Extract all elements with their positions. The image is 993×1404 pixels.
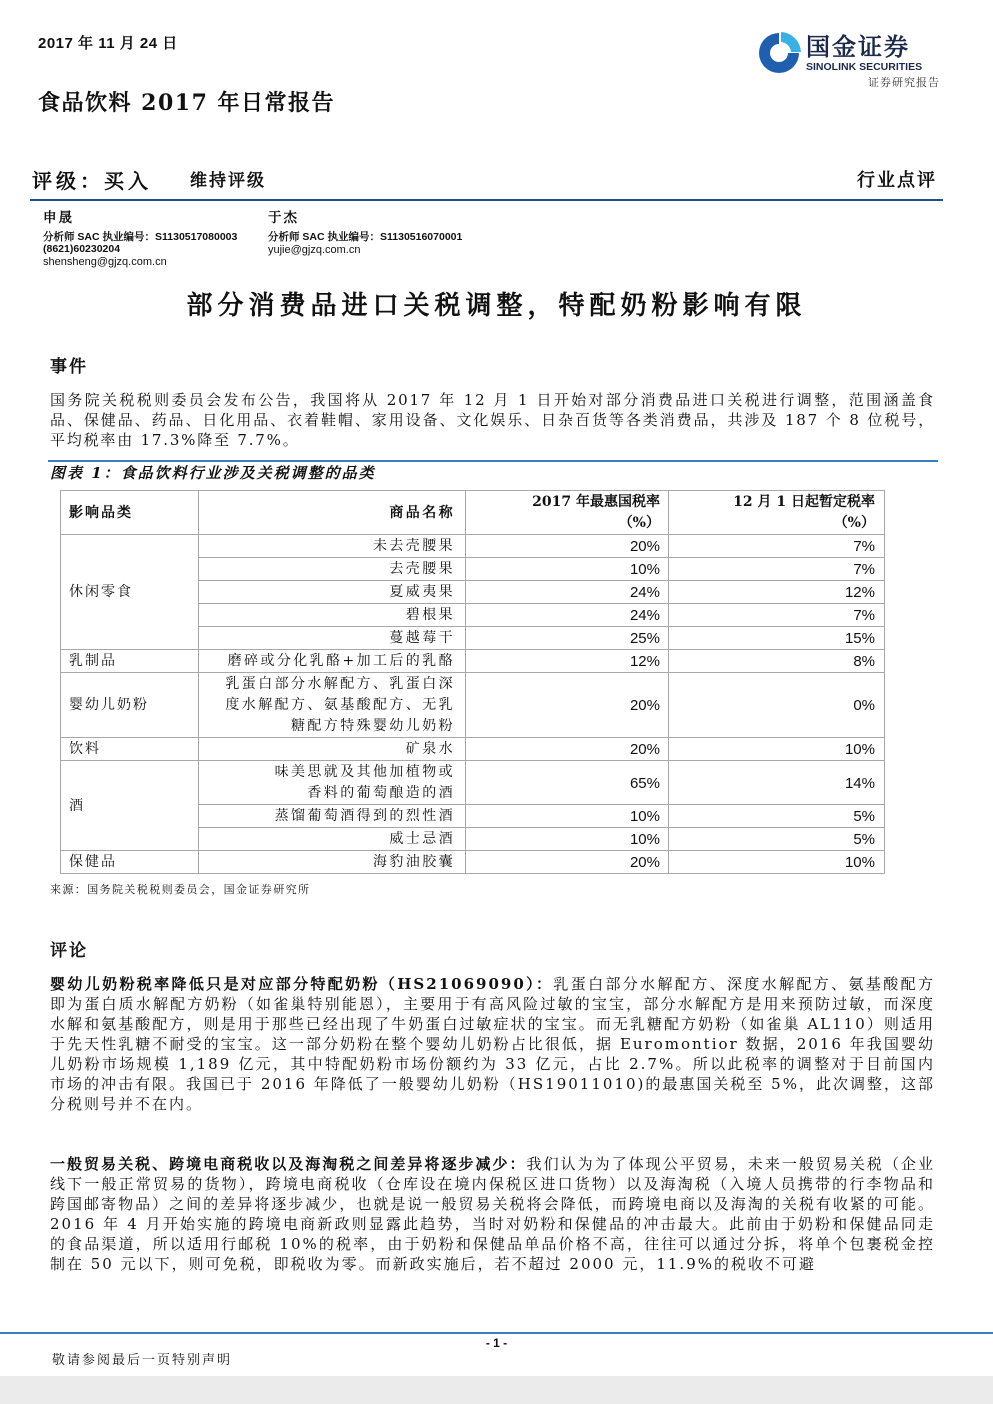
interim-rate-cell: 7% (669, 535, 885, 558)
footer-disclaimer: 敬请参阅最后一页特别声明 (52, 1353, 233, 1368)
sinolink-logo (756, 31, 946, 77)
table-header-row (61, 491, 885, 535)
interim-rate-cell: 10% (669, 738, 885, 761)
column-header-product: 商品名称 (199, 491, 466, 535)
analyst-card (268, 209, 462, 257)
mfn-rate-cell: 20% (466, 738, 669, 761)
table-row (61, 673, 885, 738)
mfn-rate-cell: 20% (466, 535, 669, 558)
column-header-label: 12 月 1 日起暂定税率 (733, 494, 875, 510)
report-category: 行业点评 (857, 170, 937, 191)
mfn-rate-cell: 12% (466, 650, 669, 673)
table-row (61, 851, 885, 874)
column-header-unit: （%） (618, 515, 660, 531)
mfn-rate-cell: 20% (466, 673, 669, 738)
product-cell: 乳蛋白部分水解配方、乳蛋白深 度水解配方、氨基酸配方、无乳 糖配方特殊婴幼儿奶粉 (199, 673, 466, 738)
figure-caption: 图表 1：食品饮料行业涉及关税调整的品类 (50, 464, 376, 482)
interim-rate-cell: 12% (669, 581, 885, 604)
analyst-name: 申晟 (43, 210, 74, 226)
category-cell: 休闲零食 (61, 535, 199, 650)
interim-rate-cell: 5% (669, 828, 885, 851)
interim-rate-cell: 7% (669, 558, 885, 581)
product-cell: 蒸馏葡萄酒得到的烈性酒 (199, 805, 466, 828)
category-cell: 保健品 (61, 851, 199, 874)
paragraph-body: 乳蛋白部分水解配方、深度水解配方、氨基酸配方即为蛋白质水解配方奶粉（如雀巢特别能恩），主要用于有高风险过敏的宝宝，部分水解配方是用来预防过敏，而深度水解和氨基酸配方，则是用于那些已经出现了牛奶蛋白过敏症状的宝宝。而无乳糖配方奶粉（如雀巢 AL110）则适用于先天性乳糖不耐受的宝宝。这一部分奶粉在整个婴幼儿奶粉占比很低，据 Euromontior 数据，2016 年我国婴幼儿奶粉市场规模 1,189 亿元，其中特配奶粉市场份额约为 33 亿元，占比 2.7%。所以此税率的调整对于目前国内市场的冲击有限。我国已于 2016 年降低了一般婴幼儿奶粉（HS19011010)的最惠国关税至 5%，此次调整，这部分税则号并不在内。 (50, 975, 935, 1113)
product-cell: 海豹油胶囊 (199, 851, 466, 874)
bottom-band (0, 1376, 993, 1404)
product-cell: 味美思就及其他加植物或 香料的葡萄酿造的酒 (199, 761, 466, 805)
tariff-table (60, 490, 885, 874)
analyst-sac-id: 分析师 SAC 执业编号：S1130516070001 (268, 231, 463, 243)
analyst-email: shensheng@gjzq.com.cn (43, 256, 167, 268)
header-divider (30, 199, 943, 201)
table-row (61, 535, 885, 558)
sinolink-logo-icon (756, 31, 802, 75)
category-cell: 婴幼儿奶粉 (61, 673, 199, 738)
interim-rate-cell: 8% (669, 650, 885, 673)
interim-rate-cell: 15% (669, 627, 885, 650)
interim-rate-cell: 5% (669, 805, 885, 828)
column-header-mfn-rate (466, 491, 669, 535)
column-header-label: 2017 年最惠国税率 (532, 494, 660, 510)
rating-status: 维持评级 (190, 171, 266, 191)
product-cell: 矿泉水 (199, 738, 466, 761)
rating-label: 评级：买入 (32, 169, 152, 193)
section-heading-comment: 评论 (50, 941, 88, 961)
table-row (61, 650, 885, 673)
table-row (61, 761, 885, 805)
report-type-label: 证券研究报告 (868, 76, 940, 89)
product-cell: 去壳腰果 (199, 558, 466, 581)
paragraph-body: 我们认为为了体现公平贸易，未来一般贸易关税（企业线下一般正常贸易的货物），跨境电商税收（仓库设在境内保税区进口货物）以及海淘税（入境人员携带的行李物品和跨国邮寄物品）之间的差异将逐步减少，也就是说一般贸易关税将会降低，而跨境电商以及海淘的关税有收紧的可能。2016 年 4 月开始实施的跨境电商新政则显露此趋势，当时对奶粉和保健品的冲击最大。此前由于奶粉和保健品同走的食品渠道，所以适用行邮税 10%的税率，由于奶粉和保健品单品价格不高，往往可以通过分拆，将单个包裹税金控制在 50 元以下，则可免税，即税收为零。而新政实施后，若不超过 2000 元，11.9%的税收不可避 (50, 1155, 935, 1273)
analyst-card (43, 209, 237, 269)
analyst-sac-id: 分析师 SAC 执业编号：S1130517080003 (43, 231, 238, 243)
interim-rate-cell: 7% (669, 604, 885, 627)
analyst-phone: (8621)60230204 (43, 243, 121, 255)
product-cell: 夏威夷果 (199, 581, 466, 604)
page-number: - 1 - (485, 1336, 508, 1350)
product-cell: 磨碎或分化乳酪+加工后的乳酪 (199, 650, 466, 673)
mfn-rate-cell: 20% (466, 851, 669, 874)
comment-paragraph (50, 1154, 935, 1274)
document-title: 部分消费品进口关税调整，特配奶粉影响有限 (186, 291, 807, 321)
logo-name-cn: 国金证券 (806, 33, 910, 61)
analyst-email: yujie@gjzq.com.cn (268, 244, 361, 256)
column-header-unit: （%） (833, 515, 875, 531)
paragraph-lead: 一般贸易关税、跨境电商税收以及海淘税之间差异将逐步减少： (50, 1155, 527, 1173)
mfn-rate-cell: 10% (466, 558, 669, 581)
product-cell: 碧根果 (199, 604, 466, 627)
logo-name-en: SINOLINK SECURITIES (806, 61, 923, 73)
figure-divider (48, 460, 938, 462)
product-cell: 蔓越莓干 (199, 627, 466, 650)
product-cell: 未去壳腰果 (199, 535, 466, 558)
interim-rate-cell: 14% (669, 761, 885, 805)
footer-divider (0, 1332, 993, 1334)
event-paragraph: 国务院关税税则委员会发布公告，我国将从 2017 年 12 月 1 日开始对部分消费品进口关税进行调整，范围涵盖食品、保健品、药品、日化用品、衣着鞋帽、家用设备、文化娱乐、日杂百货等各类消费品，共涉及 187 个 8 位税号，平均税率由 17.3%降至 7.7%。 (50, 391, 935, 449)
column-header-category: 影响品类 (61, 491, 199, 535)
paragraph-lead: 婴幼儿奶粉税率降低只是对应部分特配奶粉（HS21069090）： (50, 975, 554, 993)
comment-paragraph (50, 974, 935, 1114)
interim-rate-cell: 10% (669, 851, 885, 874)
product-cell: 威士忌酒 (199, 828, 466, 851)
interim-rate-cell: 0% (669, 673, 885, 738)
mfn-rate-cell: 24% (466, 604, 669, 627)
mfn-rate-cell: 65% (466, 761, 669, 805)
category-cell: 酒 (61, 761, 199, 851)
mfn-rate-cell: 24% (466, 581, 669, 604)
mfn-rate-cell: 10% (466, 828, 669, 851)
section-heading-event: 事件 (50, 357, 88, 377)
report-series-title: 食品饮料 2017 年日常报告 (38, 90, 336, 116)
table-row (61, 738, 885, 761)
mfn-rate-cell: 10% (466, 805, 669, 828)
analyst-name: 于杰 (268, 210, 299, 226)
column-header-interim-rate (669, 491, 885, 535)
category-cell: 乳制品 (61, 650, 199, 673)
category-cell: 饮料 (61, 738, 199, 761)
mfn-rate-cell: 25% (466, 627, 669, 650)
report-date: 2017 年 11 月 24 日 (38, 35, 178, 52)
figure-source: 来源：国务院关税税则委员会，国金证券研究所 (50, 883, 311, 896)
